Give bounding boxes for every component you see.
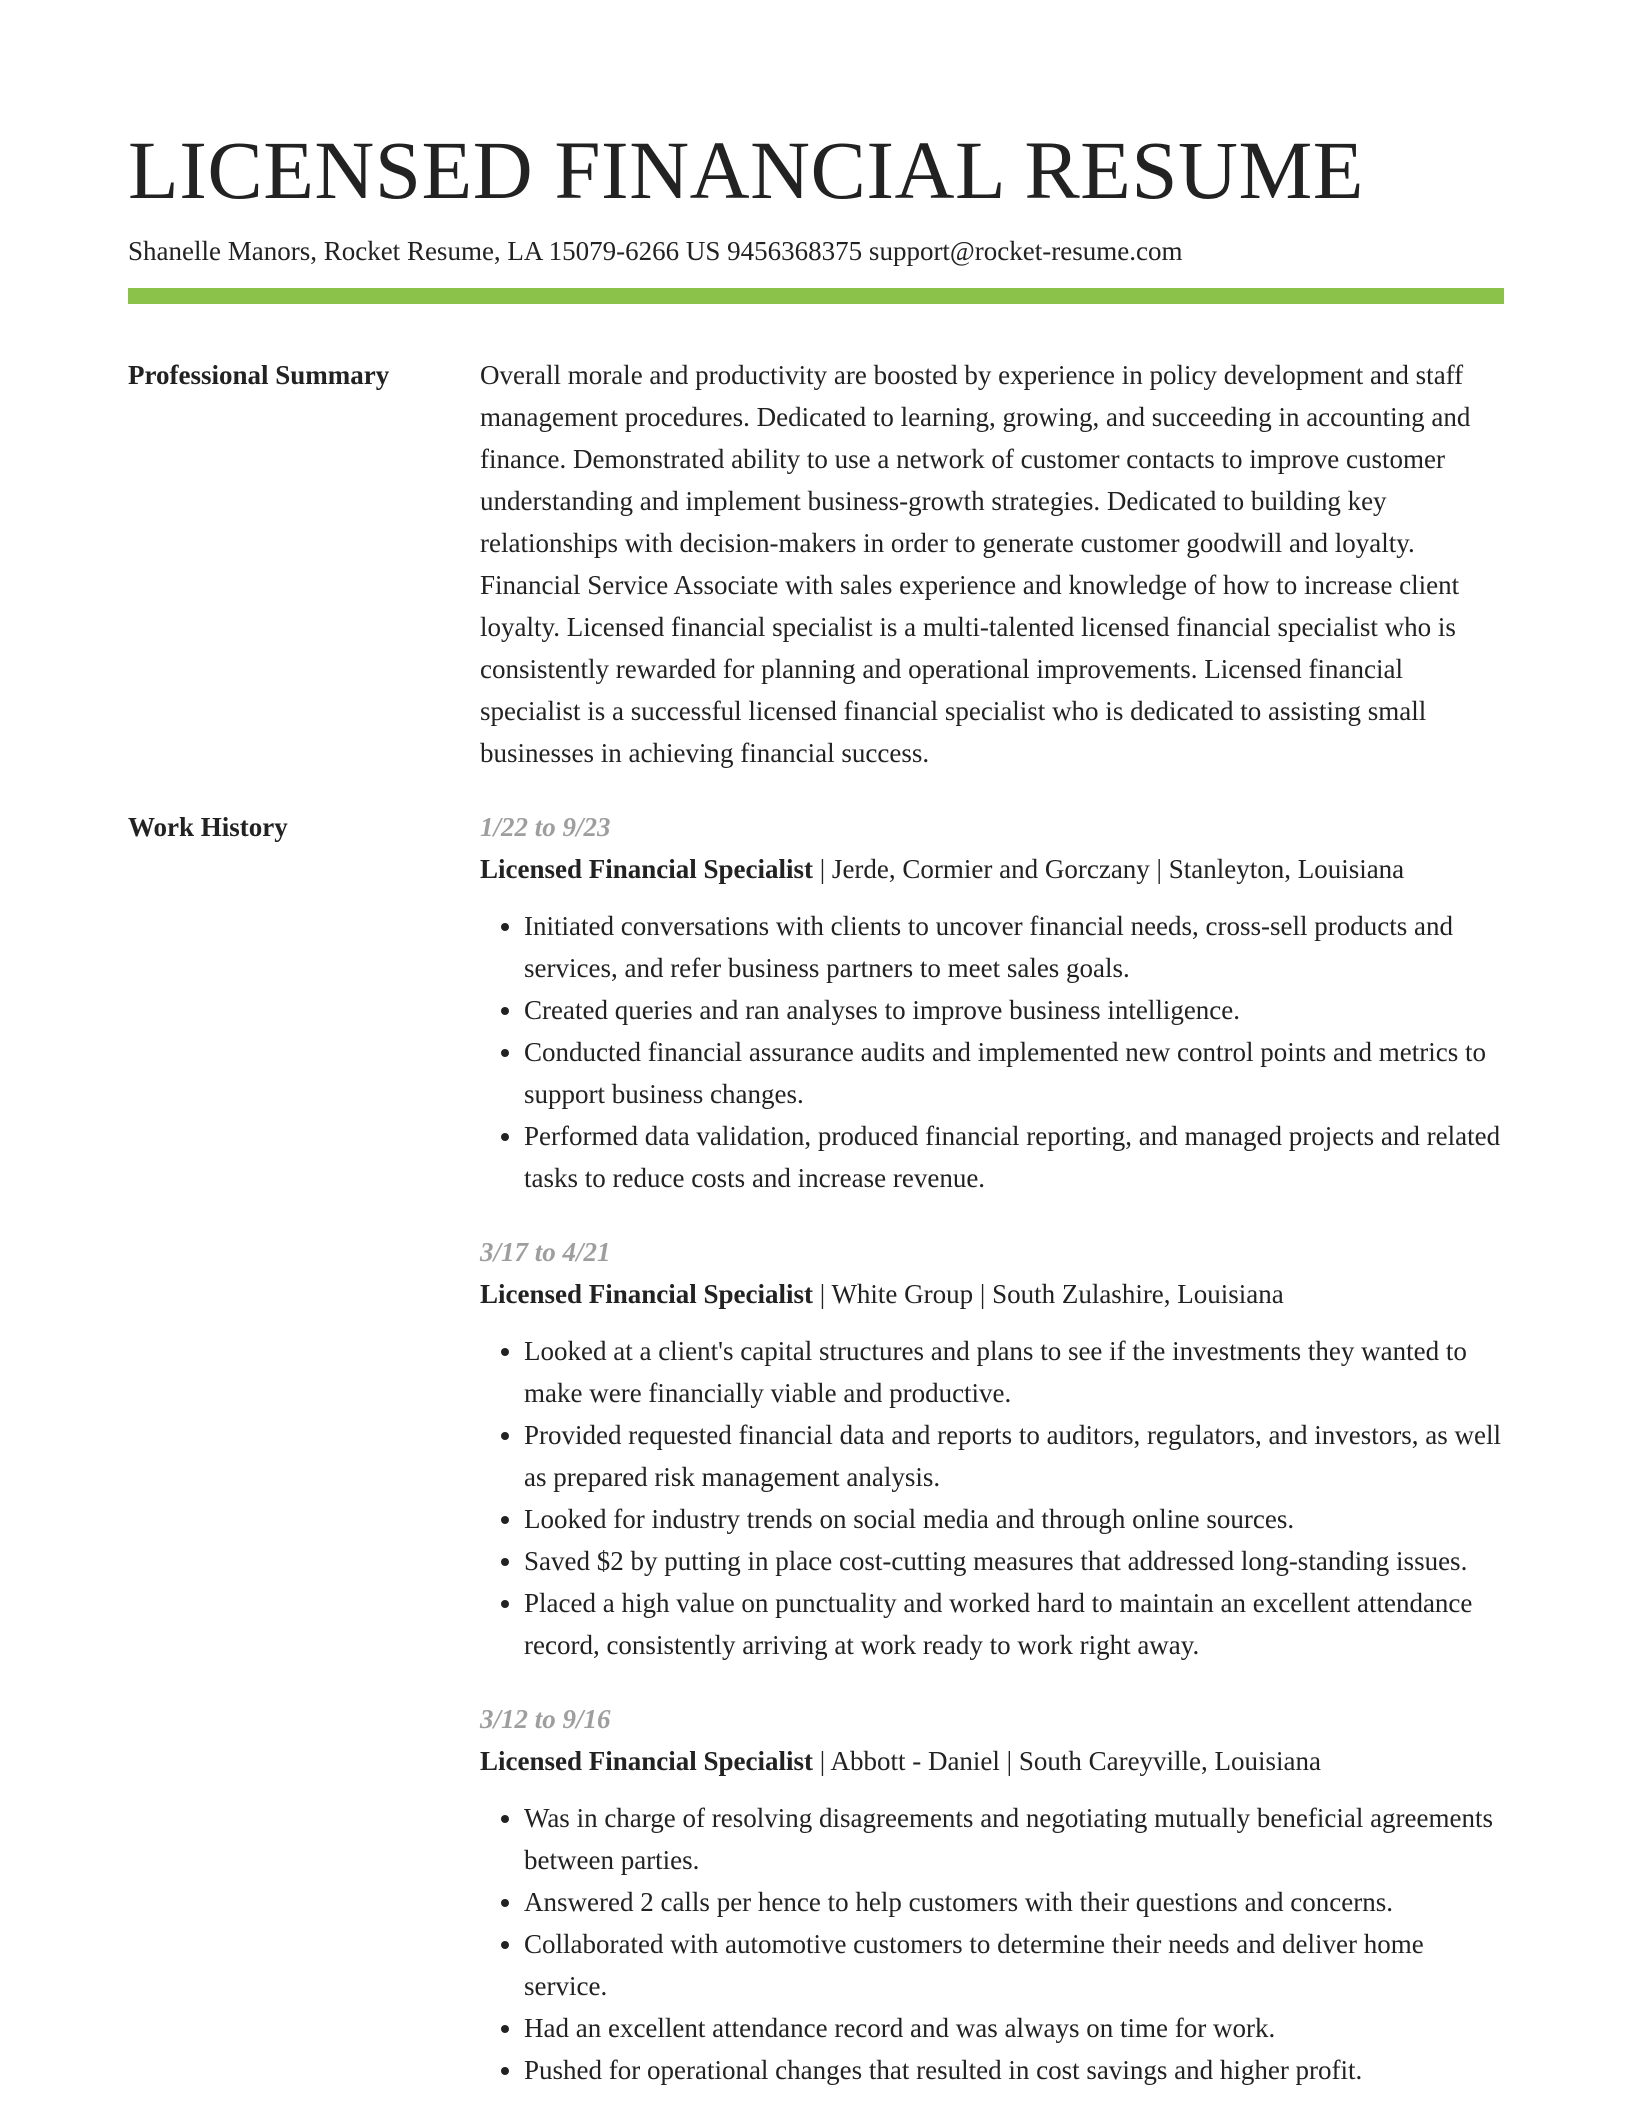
- job-bullet: • Pushed for operational changes that resulted in cost savings and higher profit.: [524, 2049, 1504, 2091]
- summary-body: [480, 354, 1504, 774]
- job-bullet: • Placed a high value on punctuality and worked hard to maintain an excellent attendance record, consistently arriving at work ready to work right away.: [524, 1582, 1504, 1666]
- section-title-work-history: Work History: [128, 812, 288, 842]
- job-bullet: • Answered 2 calls per hence to help customers with their questions and concerns.: [524, 1881, 1504, 1923]
- job-employer-location: | Jerde, Cormier and Gorczany | Stanleyton, Louisiana: [813, 854, 1405, 884]
- job-entry: [480, 1698, 1504, 2091]
- job-bullet: • Had an excellent attendance record and was always on time for work.: [524, 2007, 1504, 2049]
- job-title: Licensed Financial Specialist: [480, 1279, 814, 1309]
- job-employer-location: | Abbott - Daniel | South Careyville, Louisiana: [813, 1746, 1322, 1776]
- job-bullet: • Provided requested financial data and reports to auditors, regulators, and investors, as well as prepared risk management analysis.: [524, 1414, 1504, 1498]
- job-entry: [480, 1231, 1504, 1666]
- job-employer-location: | White Group | South Zulashire, Louisiana: [813, 1279, 1284, 1309]
- job-bullet: • Performed data validation, produced financial reporting, and managed projects and related tasks to reduce costs and increase revenue.: [524, 1115, 1504, 1199]
- job-bullet: • Initiated conversations with clients to uncover financial needs, cross-sell products and services, and refer business partners to meet sales goals.: [524, 905, 1504, 989]
- job-dates: 3/12 to 9/16: [480, 1704, 611, 1734]
- professional-summary-section: [128, 354, 1504, 774]
- resume-title: LICENSED FINANCIAL RESUME: [128, 124, 1364, 216]
- summary-text: Overall morale and productivity are boosted by experience in policy development and staff management procedures. Dedicated to learning, growing, and succeeding in accounting and finance. Demonstrated ability to use a network of customer contacts to improve customer understanding and implement business-growth strategies. Dedicated to building key relationships with decision-makers in order to generate customer goodwill and loyalty. Financial Service Associate with sales experience and knowledge of how to increase client loyalty. Licensed financial specialist is a multi-talented licensed financial specialist who is consistently rewarded for planning and operational improvements. Licensed financial specialist is a successful licensed financial specialist who is dedicated to assisting small businesses in achieving financial success.: [480, 360, 1471, 768]
- section-title-summary: Professional Summary: [128, 360, 390, 390]
- job-bullet: • Conducted financial assurance audits and implemented new control points and metrics to support business changes.: [524, 1031, 1504, 1115]
- job-title: Licensed Financial Specialist: [480, 1746, 814, 1776]
- job-dates: 3/17 to 4/21: [480, 1237, 611, 1267]
- job-bullets: [480, 1330, 1504, 1666]
- job-entry: [480, 806, 1504, 1199]
- job-bullet: • Saved $2 by putting in place cost-cutting measures that addressed long-standing issues.: [524, 1540, 1504, 1582]
- accent-divider: [128, 288, 1504, 304]
- work-history-section: [128, 806, 1504, 2123]
- job-bullet: • Collaborated with automotive customers to determine their needs and deliver home service.: [524, 1923, 1504, 2007]
- job-bullet: • Was in charge of resolving disagreements and negotiating mutually beneficial agreements between parties.: [524, 1797, 1504, 1881]
- job-bullet: • Looked for industry trends on social media and through online sources.: [524, 1498, 1504, 1540]
- job-bullets: [480, 905, 1504, 1199]
- contact-line: Shanelle Manors, Rocket Resume, LA 15079-6266 US 9456368375 support@rocket-resume.com: [128, 236, 1183, 266]
- job-dates: 1/22 to 9/23: [480, 812, 611, 842]
- job-heading: [480, 848, 1504, 890]
- job-title: Licensed Financial Specialist: [480, 854, 814, 884]
- job-heading: [480, 1273, 1504, 1315]
- job-bullet: • Created queries and ran analyses to improve business intelligence.: [524, 989, 1504, 1031]
- job-heading: [480, 1740, 1504, 1782]
- job-bullet: • Looked at a client's capital structures and plans to see if the investments they wanted to make were financially viable and productive.: [524, 1330, 1504, 1414]
- work-history-body: [480, 806, 1504, 2123]
- job-bullets: [480, 1797, 1504, 2091]
- resume-page: [128, 0, 1504, 2123]
